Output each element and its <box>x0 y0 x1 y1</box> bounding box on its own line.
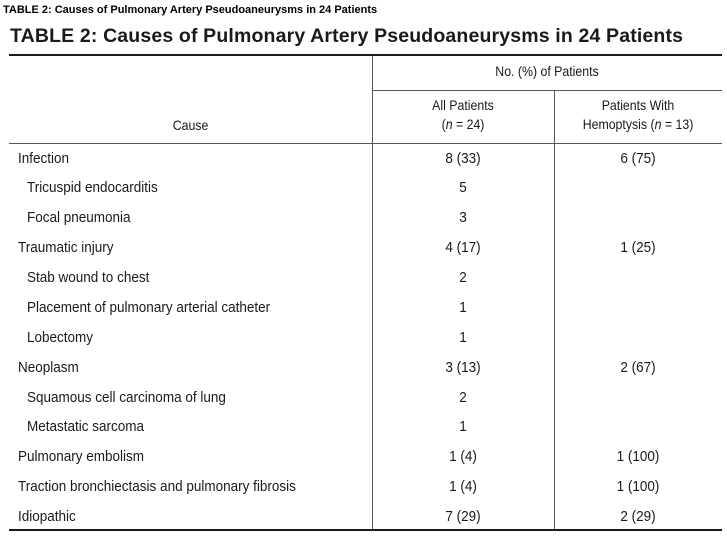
all-patients-cell: 1 (4) <box>449 448 477 465</box>
all-patients-cell: 1 <box>459 329 467 346</box>
column-header-cause: Cause <box>172 117 209 133</box>
all-patients-cell: 7 (29) <box>445 508 481 525</box>
table-title: TABLE 2: Causes of Pulmonary Artery Pseudoaneurysms in 24 Patients <box>10 25 684 47</box>
cause-cell: Focal pneumonia <box>27 209 131 226</box>
table-row <box>9 442 722 472</box>
table-row <box>9 233 722 263</box>
all-patients-cell: 3 (13) <box>445 359 481 376</box>
group-header-rule <box>372 90 722 91</box>
all-patients-cell: 5 <box>459 179 467 196</box>
table-row <box>9 293 722 323</box>
cause-cell: Lobectomy <box>27 329 94 346</box>
cause-cell: Placement of pulmonary arterial catheter <box>27 299 271 316</box>
all-patients-cell: 4 (17) <box>445 239 481 256</box>
hemoptysis-cell: 1 (100) <box>616 478 660 495</box>
all-patients-cell: 3 <box>459 209 467 226</box>
all-patients-cell: 2 <box>459 269 467 286</box>
cause-cell: Traction bronchiectasis and pulmonary fibrosis <box>18 478 296 495</box>
cause-cell: Infection <box>18 150 70 167</box>
header-all-line1: All Patients <box>432 97 494 113</box>
cause-cell: Traumatic injury <box>18 239 114 256</box>
cause-cell: Squamous cell carcinoma of lung <box>27 389 226 406</box>
hemoptysis-cell <box>562 173 713 203</box>
table-row <box>9 263 722 293</box>
cause-cell: Idiopathic <box>18 508 76 525</box>
figure-caption: TABLE 2: Causes of Pulmonary Artery Pseudoaneurysms in 24 Patients <box>3 4 378 16</box>
hemoptysis-cell: 2 (67) <box>620 359 656 376</box>
hemoptysis-cell <box>562 323 713 353</box>
all-patients-cell: 8 (33) <box>445 150 481 167</box>
hemoptysis-cell: 6 (75) <box>620 150 656 167</box>
hemoptysis-cell <box>562 263 713 293</box>
hemoptysis-cell: 2 (29) <box>620 508 656 525</box>
cause-cell: Neoplasm <box>18 359 79 376</box>
hemoptysis-cell <box>562 293 713 323</box>
table-row <box>9 472 722 502</box>
all-patients-cell: 1 <box>459 299 467 316</box>
table-row <box>9 383 722 413</box>
table-top-rule <box>9 54 722 56</box>
cause-cell: Stab wound to chest <box>27 269 150 286</box>
hemoptysis-cell <box>562 203 713 233</box>
cause-cell: Tricuspid endocarditis <box>27 179 158 196</box>
table-row <box>9 353 722 383</box>
header-hemo-line2: Hemoptysis (n = 13) <box>582 116 694 132</box>
all-patients-cell: 2 <box>459 389 467 406</box>
table-row <box>9 203 722 233</box>
table-bottom-rule <box>9 529 722 531</box>
table-row <box>9 323 722 353</box>
header-hemo-line1: Patients With <box>601 97 675 113</box>
table-row <box>9 502 722 532</box>
hemoptysis-cell: 1 (25) <box>620 239 656 256</box>
column-header-all-patients <box>383 96 543 134</box>
header-all-line2: (n = 24) <box>441 116 485 132</box>
hemoptysis-cell <box>562 412 713 442</box>
hemoptysis-cell: 1 (100) <box>616 448 660 465</box>
cause-cell: Metastatic sarcoma <box>27 418 145 435</box>
all-patients-cell: 1 <box>459 418 467 435</box>
hemoptysis-cell <box>562 383 713 413</box>
group-header: No. (%) of Patients <box>495 63 599 79</box>
column-header-hemoptysis <box>564 96 712 134</box>
cause-cell: Pulmonary embolism <box>18 448 145 465</box>
table-row <box>9 173 722 203</box>
all-patients-cell: 1 (4) <box>449 478 477 495</box>
table-row <box>9 144 722 174</box>
table-row <box>9 412 722 442</box>
